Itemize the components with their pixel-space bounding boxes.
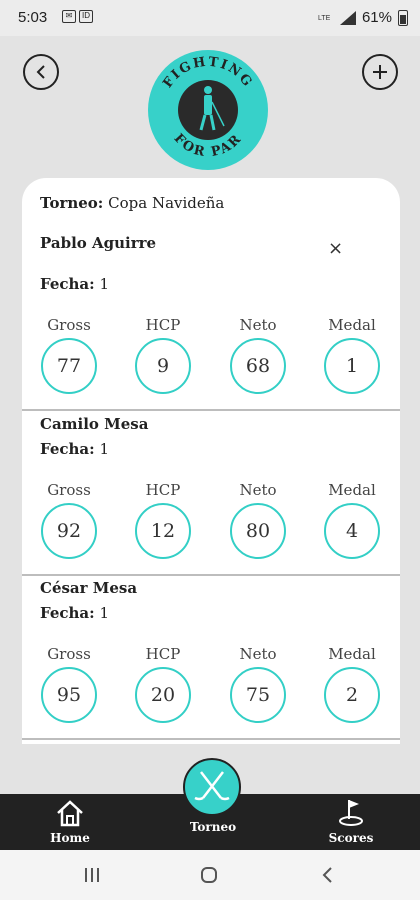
gross-value: 95 <box>41 667 97 723</box>
hcp-value: 9 <box>135 338 191 394</box>
medal-stat <box>317 481 387 559</box>
neto-label: Neto <box>239 316 277 334</box>
nav-scores[interactable] <box>311 794 391 850</box>
tournament-line <box>40 194 224 212</box>
neto-value: 68 <box>230 338 286 394</box>
notification-icons <box>62 10 93 23</box>
neto-value: 75 <box>230 667 286 723</box>
hcp-label: HCP <box>145 481 181 499</box>
status-bar <box>0 0 420 36</box>
fecha-label: Fecha: <box>40 440 95 458</box>
divider <box>22 738 400 740</box>
home-icon <box>55 799 85 827</box>
medal-value: 1 <box>324 338 380 394</box>
logo-text-bottom: FOR PAR <box>170 131 246 161</box>
fecha-line <box>40 440 109 458</box>
status-right <box>318 9 408 26</box>
hcp-value: 12 <box>135 503 191 559</box>
fecha-label: Fecha: <box>40 604 95 622</box>
fighting-for-par-logo <box>148 50 268 170</box>
gross-stat <box>34 645 104 723</box>
neto-value: 80 <box>230 503 286 559</box>
fecha-value: 1 <box>99 604 109 622</box>
medal-value: 2 <box>324 667 380 723</box>
signal-icon <box>340 11 356 25</box>
back-nav-icon[interactable] <box>320 866 334 884</box>
neto-label: Neto <box>239 645 277 663</box>
medal-label: Medal <box>328 316 376 334</box>
neto-stat <box>223 481 293 559</box>
divider <box>22 574 400 576</box>
logo-emblem <box>148 50 268 170</box>
neto-label: Neto <box>239 481 277 499</box>
torneo-fab[interactable] <box>183 758 241 816</box>
medal-label: Medal <box>328 481 376 499</box>
hcp-value: 20 <box>135 667 191 723</box>
gross-label: Gross <box>47 316 91 334</box>
battery-icon <box>398 10 408 26</box>
mail-icon: ✉ <box>62 10 76 23</box>
gross-stat <box>34 316 104 394</box>
fecha-value: 1 <box>99 275 109 293</box>
tournament-label: Torneo: <box>40 194 104 212</box>
fecha-label: Fecha: <box>40 275 95 293</box>
gross-stat <box>34 481 104 559</box>
hcp-stat <box>128 481 198 559</box>
wifi-lte-icon <box>318 11 334 25</box>
hcp-stat <box>128 316 198 394</box>
nav-torneo-label: Torneo <box>189 820 237 834</box>
medal-label: Medal <box>328 645 376 663</box>
neto-stat <box>223 645 293 723</box>
battery-percent: 61% <box>361 9 392 26</box>
nav-home[interactable] <box>30 794 110 850</box>
plus-icon <box>371 63 389 81</box>
neto-stat <box>223 316 293 394</box>
hcp-stat <box>128 645 198 723</box>
hcp-label: HCP <box>145 645 181 663</box>
golf-flag-icon <box>336 797 366 827</box>
chevron-left-icon <box>34 64 48 80</box>
fecha-line <box>40 275 109 293</box>
recent-apps-icon[interactable] <box>82 867 102 883</box>
fecha-value: 1 <box>99 440 109 458</box>
svg-text:LTE: LTE <box>317 14 331 22</box>
scores-card <box>22 178 400 744</box>
gross-label: Gross <box>47 481 91 499</box>
hcp-label: HCP <box>145 316 181 334</box>
nav-scores-label: Scores <box>328 831 374 845</box>
fecha-line <box>40 604 109 622</box>
medal-value: 4 <box>324 503 380 559</box>
player-name: César Mesa <box>40 579 138 597</box>
tournament-name: Copa Navideña <box>108 194 225 212</box>
status-time: 5:03 <box>18 9 48 26</box>
nav-home-label: Home <box>50 831 90 845</box>
player-name: Camilo Mesa <box>40 415 149 433</box>
gross-value: 92 <box>41 503 97 559</box>
logo-text-top: FIGHTING <box>160 54 256 91</box>
close-icon[interactable]: × <box>328 238 344 259</box>
system-nav-bar <box>0 850 420 900</box>
id-icon: ID <box>79 10 93 23</box>
add-button[interactable] <box>362 54 398 90</box>
player-name: Pablo Aguirre <box>40 234 157 252</box>
medal-stat <box>317 645 387 723</box>
medal-stat <box>317 316 387 394</box>
gross-value: 77 <box>41 338 97 394</box>
divider <box>22 409 400 411</box>
gross-label: Gross <box>47 645 91 663</box>
crossed-golf-clubs-icon <box>185 760 239 814</box>
home-circle-icon[interactable] <box>200 866 218 884</box>
back-button[interactable] <box>23 54 59 90</box>
